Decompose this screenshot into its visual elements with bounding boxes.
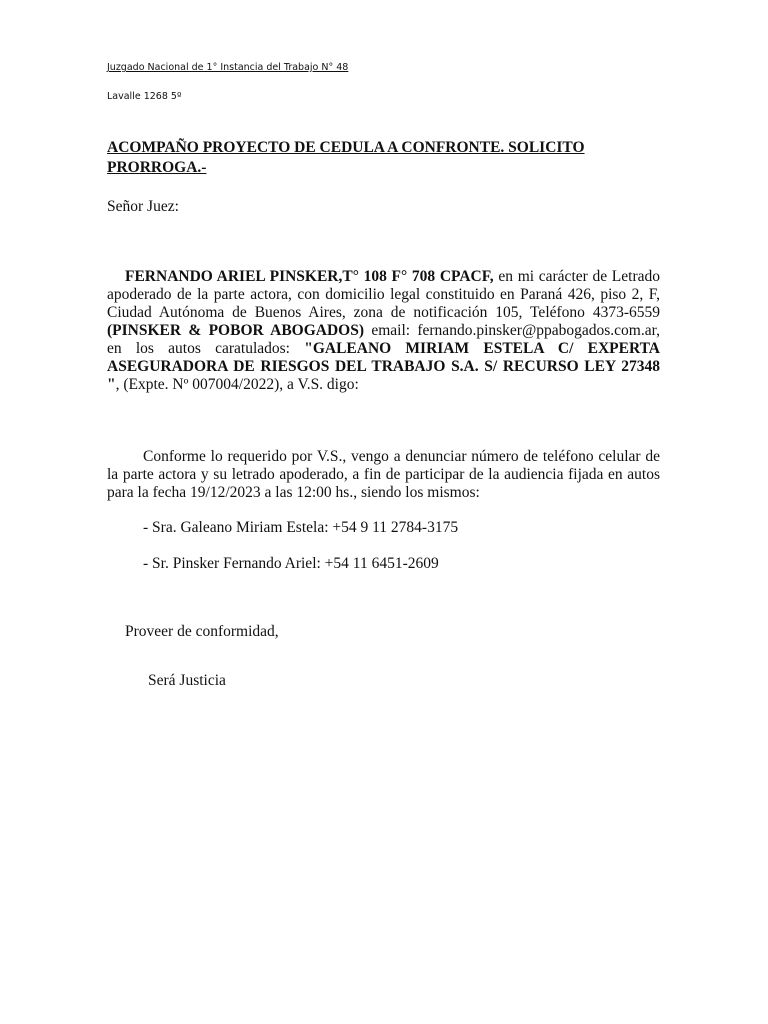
- title-line-1: ACOMPAÑO PROYECTO DE CEDULA A CONFRONTE. SOLICITO: [107, 139, 585, 156]
- phone-item-lawyer: - Sr. Pinsker Fernando Ariel: +54 11 6451-2609: [143, 555, 439, 572]
- law-firm: (PINSKER & POBOR ABOGADOS): [107, 322, 365, 339]
- greeting: Señor Juez:: [107, 198, 179, 215]
- phone-item-plaintiff: - Sra. Galeano Miriam Estela: +54 9 11 2784-3175: [143, 519, 459, 536]
- closing-request: Proveer de conformidad,: [125, 623, 279, 640]
- intro-paragraph: [107, 268, 660, 394]
- closing-signoff: Será Justicia: [148, 672, 226, 689]
- court-name: Juzgado Nacional de 1° Instancia del Trabajo N° 48: [107, 62, 349, 73]
- intro-text-1: en mi carácter de Letrado apoderado de la parte actora, con domicilio legal constituido en Paraná 426, piso 2, F, Ciudad Autónoma de Buenos Aires, zona de notificación 105, Teléfono 4373-6559: [107, 268, 660, 321]
- lawyer-name: FERNANDO ARIEL PINSKER,T° 108 F° 708 CPACF,: [125, 268, 494, 285]
- intro-text-3: , (Expte. Nº 007004/2022), a V.S. digo:: [115, 376, 359, 393]
- title-line-2: PRORROGA.-: [107, 159, 207, 176]
- court-address: Lavalle 1268 5º: [107, 91, 182, 102]
- case-caption: "GALEANO MIRIAM ESTELA C/ EXPERTA ASEGURADORA DE RIESGOS DEL TRABAJO S.A. S/ RECURSO LEY 27348 ": [107, 340, 660, 393]
- intro-text-2: email: fernando.pinsker@ppabogados.com.ar, en los autos caratulados:: [107, 322, 660, 357]
- body-paragraph: Conforme lo requerido por V.S., vengo a denunciar número de teléfono celular de la parte actora y su letrado apoderado, a fin de participar de la audiencia fijada en autos para la fecha 19/12/2023 a las 12:00 hs., siendo los mismos:: [107, 448, 660, 501]
- document-title: [107, 138, 667, 178]
